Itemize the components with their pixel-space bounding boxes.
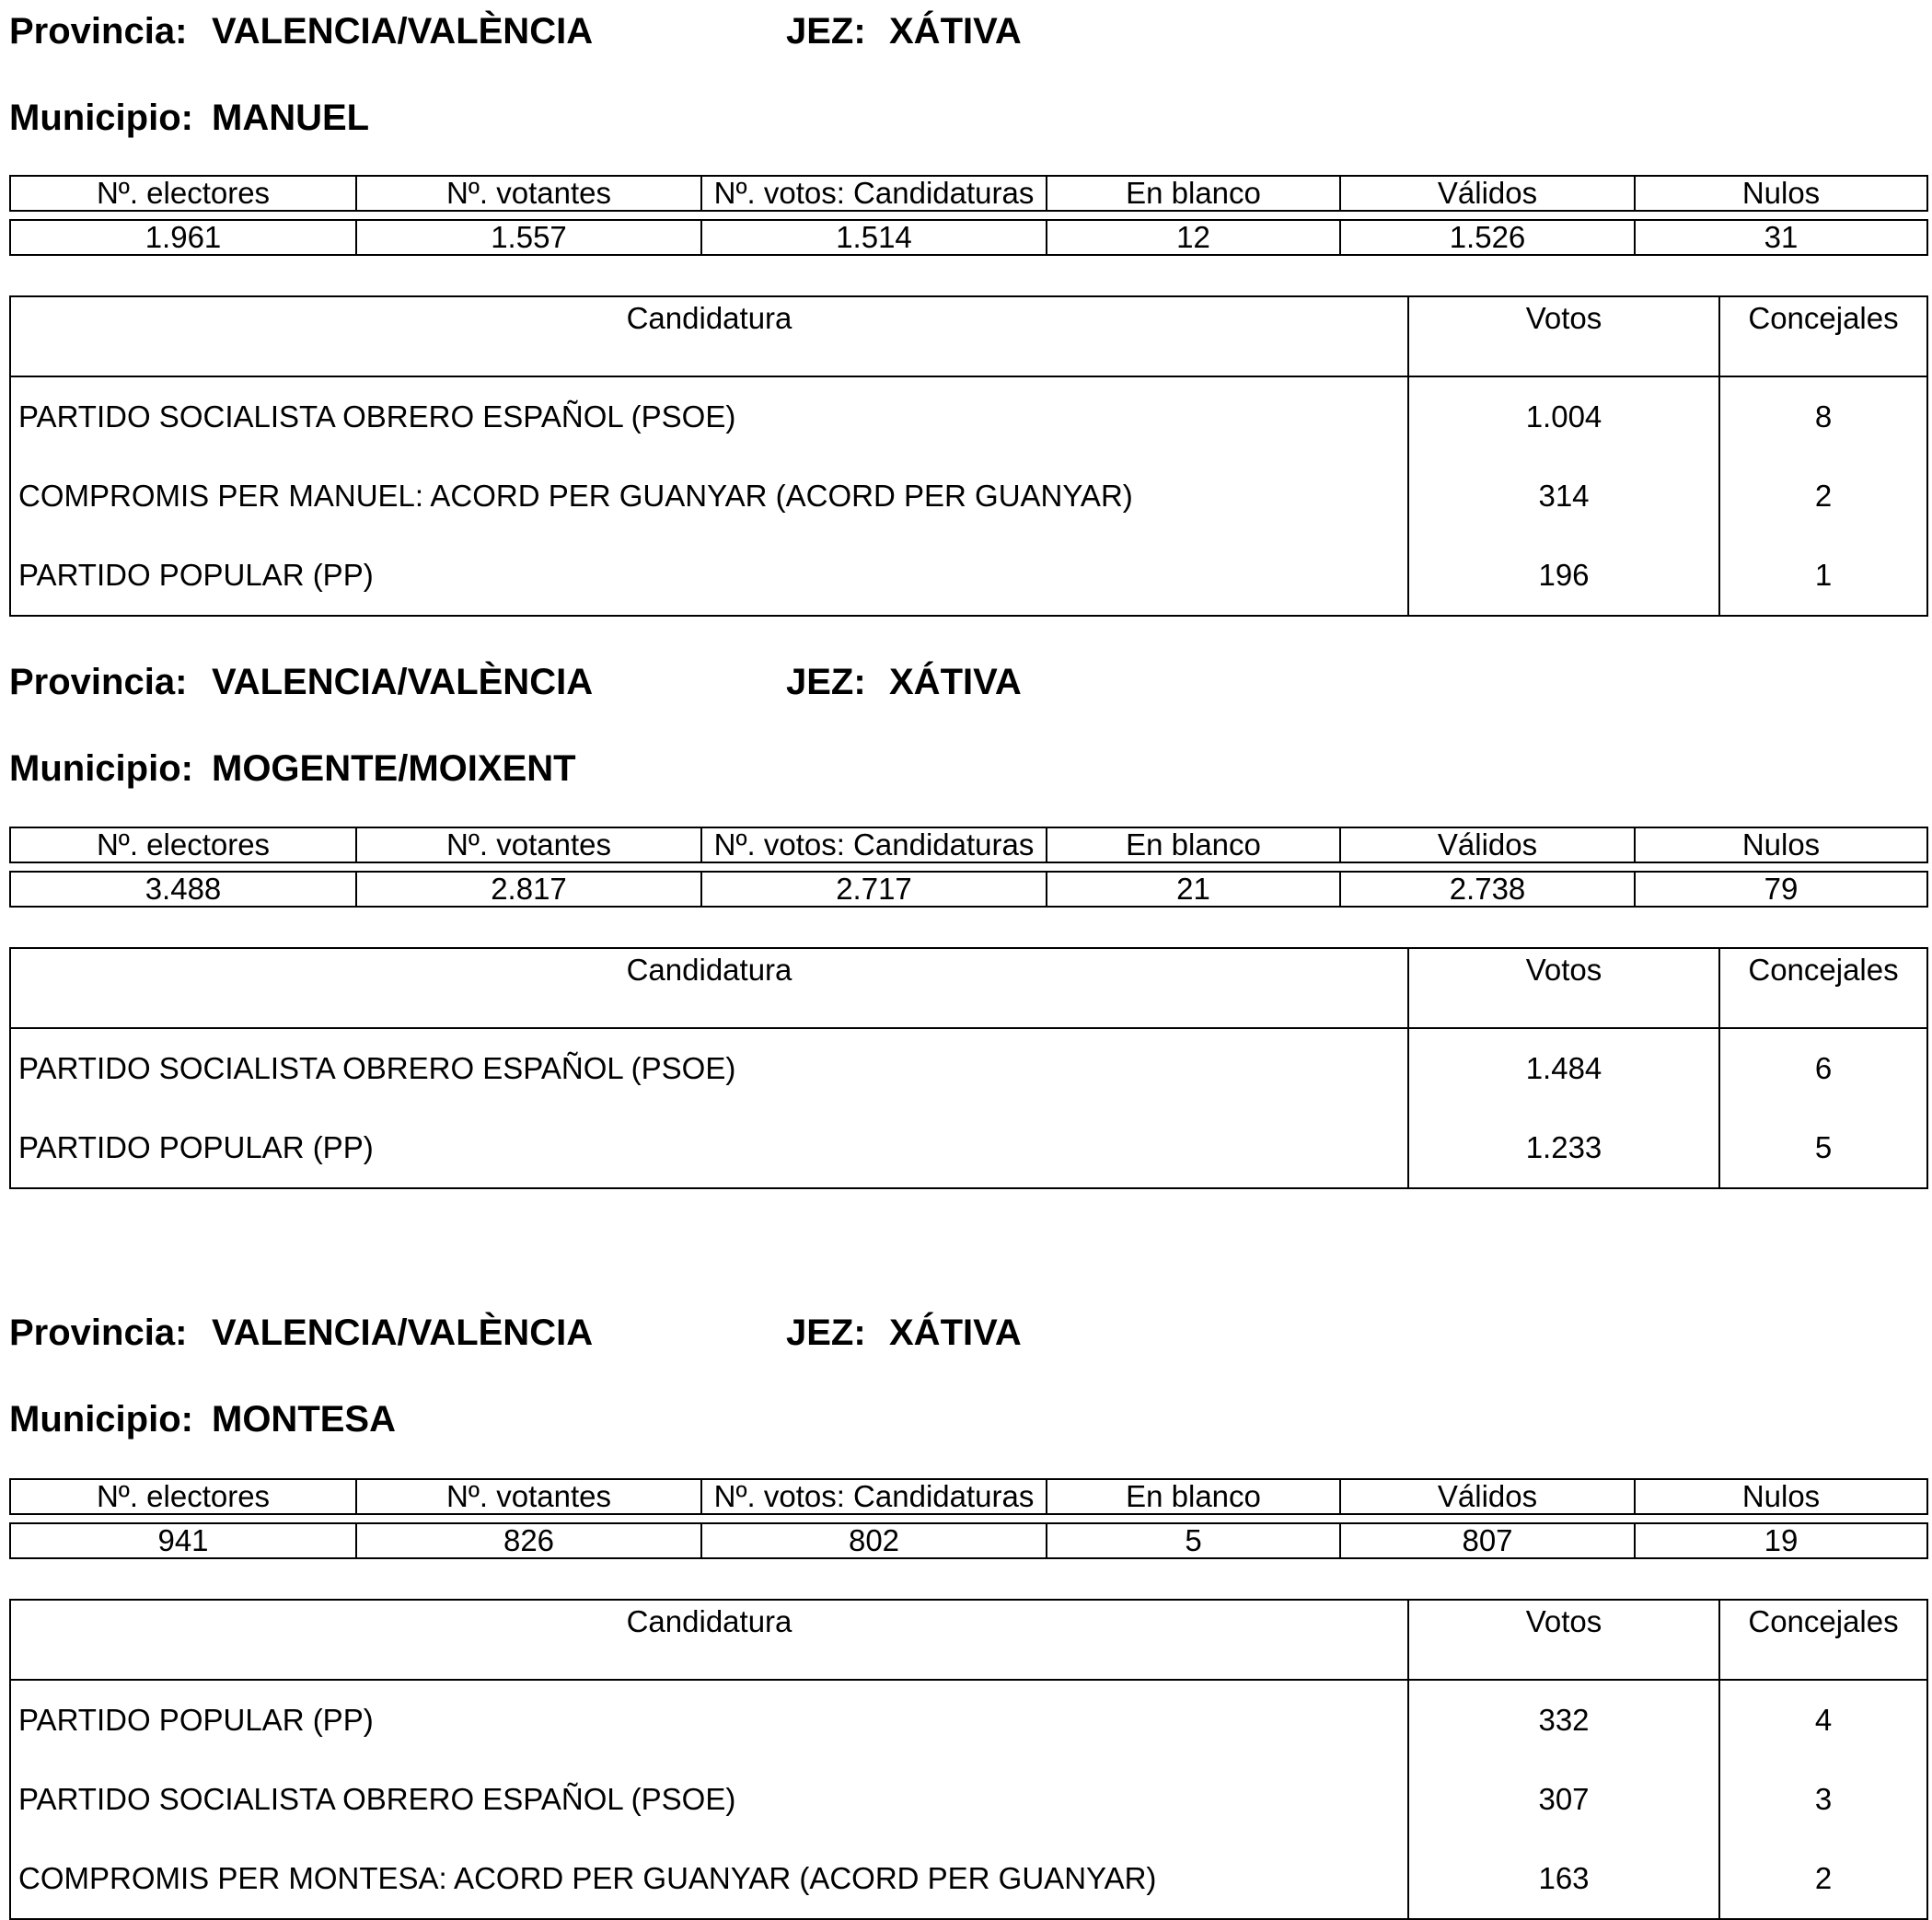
candidatura-header: Candidatura — [10, 948, 1408, 1028]
table-row — [10, 1108, 1927, 1188]
votantes-value: 1.557 — [356, 220, 701, 255]
concejales-header: Concejales — [1719, 296, 1927, 376]
votos-candidaturas-value: 1.514 — [701, 220, 1047, 255]
provincia-label: Provincia: — [9, 662, 188, 702]
stats-header-row — [10, 827, 1927, 862]
provincia-value: VALENCIA/VALÈNCIA — [212, 662, 594, 702]
en-blanco-value: 5 — [1047, 1523, 1340, 1558]
candidate-concejales: 8 — [1719, 376, 1927, 457]
electores-header: Nº. electores — [10, 1479, 356, 1514]
candidate-concejales: 2 — [1719, 1839, 1927, 1919]
candidate-name: COMPROMIS PER MANUEL: ACORD PER GUANYAR (ACORD PER GUANYAR) — [10, 457, 1408, 536]
candidate-name: PARTIDO SOCIALISTA OBRERO ESPAÑOL (PSOE) — [10, 1028, 1408, 1108]
validos-header: Válidos — [1340, 827, 1635, 862]
table-row — [10, 1760, 1927, 1839]
validos-value: 1.526 — [1340, 220, 1635, 255]
table-row — [10, 1028, 1927, 1108]
stats-table — [9, 175, 1928, 256]
nulos-value: 31 — [1635, 220, 1927, 255]
table-row — [10, 457, 1927, 536]
votos-header: Votos — [1408, 948, 1719, 1028]
votantes-value: 2.817 — [356, 872, 701, 907]
validos-value: 807 — [1340, 1523, 1635, 1558]
votos-candidaturas-header: Nº. votos: Candidaturas — [701, 176, 1047, 211]
candidate-name: COMPROMIS PER MONTESA: ACORD PER GUANYAR (ACORD PER GUANYAR) — [10, 1839, 1408, 1919]
municipio-label: Municipio: — [9, 1399, 193, 1440]
nulos-header: Nulos — [1635, 1479, 1927, 1514]
candidate-name: PARTIDO POPULAR (PP) — [10, 1108, 1408, 1188]
electores-header: Nº. electores — [10, 827, 356, 862]
jez-label: JEZ: — [786, 11, 866, 52]
candidate-concejales: 1 — [1719, 536, 1927, 616]
candidatura-header: Candidatura — [10, 296, 1408, 376]
municipio-value: MANUEL — [212, 98, 370, 138]
candidate-votos: 1.484 — [1408, 1028, 1719, 1108]
electores-header: Nº. electores — [10, 176, 356, 211]
candidate-votos: 1.233 — [1408, 1108, 1719, 1188]
votos-candidaturas-value: 802 — [701, 1523, 1047, 1558]
candidate-name: PARTIDO SOCIALISTA OBRERO ESPAÑOL (PSOE) — [10, 376, 1408, 457]
candidate-name: PARTIDO POPULAR (PP) — [10, 536, 1408, 616]
concejales-header: Concejales — [1719, 1600, 1927, 1680]
stats-table — [9, 827, 1928, 908]
candidate-name: PARTIDO SOCIALISTA OBRERO ESPAÑOL (PSOE) — [10, 1760, 1408, 1839]
validos-value: 2.738 — [1340, 872, 1635, 907]
nulos-header: Nulos — [1635, 176, 1927, 211]
en-blanco-header: En blanco — [1047, 176, 1340, 211]
concejales-header: Concejales — [1719, 948, 1927, 1028]
candidate-votos: 314 — [1408, 457, 1719, 536]
electores-value: 941 — [10, 1523, 356, 1558]
provincia-value: VALENCIA/VALÈNCIA — [212, 11, 594, 52]
votantes-header: Nº. votantes — [356, 827, 701, 862]
votos-header: Votos — [1408, 296, 1719, 376]
jez-value: XÁTIVA — [889, 1313, 1022, 1353]
nulos-value: 79 — [1635, 872, 1927, 907]
en-blanco-header: En blanco — [1047, 1479, 1340, 1514]
candidates-table — [9, 947, 1928, 1189]
jez-value: XÁTIVA — [889, 11, 1022, 52]
candidate-name: PARTIDO POPULAR (PP) — [10, 1680, 1408, 1760]
votos-candidaturas-header: Nº. votos: Candidaturas — [701, 1479, 1047, 1514]
candidate-concejales: 6 — [1719, 1028, 1927, 1108]
jez-label: JEZ: — [786, 1313, 866, 1353]
candidate-concejales: 3 — [1719, 1760, 1927, 1839]
votos-header: Votos — [1408, 1600, 1719, 1680]
stats-header-row — [10, 176, 1927, 211]
candidate-votos: 307 — [1408, 1760, 1719, 1839]
municipio-value: MONTESA — [212, 1399, 396, 1440]
stats-table — [9, 1478, 1928, 1559]
votantes-value: 826 — [356, 1523, 701, 1558]
en-blanco-value: 21 — [1047, 872, 1340, 907]
provincia-value: VALENCIA/VALÈNCIA — [212, 1313, 594, 1353]
table-row — [10, 1680, 1927, 1760]
candidate-votos: 196 — [1408, 536, 1719, 616]
candidates-table — [9, 295, 1928, 617]
stats-value-row — [10, 220, 1927, 255]
votantes-header: Nº. votantes — [356, 1479, 701, 1514]
provincia-label: Provincia: — [9, 1313, 188, 1353]
validos-header: Válidos — [1340, 176, 1635, 211]
candidate-concejales: 2 — [1719, 457, 1927, 536]
candidates-table — [9, 1599, 1928, 1920]
provincia-label: Provincia: — [9, 11, 188, 52]
jez-label: JEZ: — [786, 662, 866, 702]
jez-value: XÁTIVA — [889, 662, 1022, 702]
electores-value: 1.961 — [10, 220, 356, 255]
nulos-header: Nulos — [1635, 827, 1927, 862]
stats-value-row — [10, 872, 1927, 907]
candidates-header-row — [10, 296, 1927, 376]
candidate-votos: 1.004 — [1408, 376, 1719, 457]
candidate-votos: 163 — [1408, 1839, 1719, 1919]
table-row — [10, 1839, 1927, 1919]
electores-value: 3.488 — [10, 872, 356, 907]
table-row — [10, 536, 1927, 616]
candidate-concejales: 5 — [1719, 1108, 1927, 1188]
validos-header: Válidos — [1340, 1479, 1635, 1514]
votos-candidaturas-header: Nº. votos: Candidaturas — [701, 827, 1047, 862]
stats-value-row — [10, 1523, 1927, 1558]
stats-header-row — [10, 1479, 1927, 1514]
candidatura-header: Candidatura — [10, 1600, 1408, 1680]
en-blanco-value: 12 — [1047, 220, 1340, 255]
candidate-votos: 332 — [1408, 1680, 1719, 1760]
municipio-label: Municipio: — [9, 98, 193, 138]
candidate-concejales: 4 — [1719, 1680, 1927, 1760]
candidates-header-row — [10, 948, 1927, 1028]
votos-candidaturas-value: 2.717 — [701, 872, 1047, 907]
votantes-header: Nº. votantes — [356, 176, 701, 211]
table-row — [10, 376, 1927, 457]
municipio-value: MOGENTE/MOIXENT — [212, 748, 576, 789]
candidates-header-row — [10, 1600, 1927, 1680]
nulos-value: 19 — [1635, 1523, 1927, 1558]
municipio-label: Municipio: — [9, 748, 193, 789]
en-blanco-header: En blanco — [1047, 827, 1340, 862]
